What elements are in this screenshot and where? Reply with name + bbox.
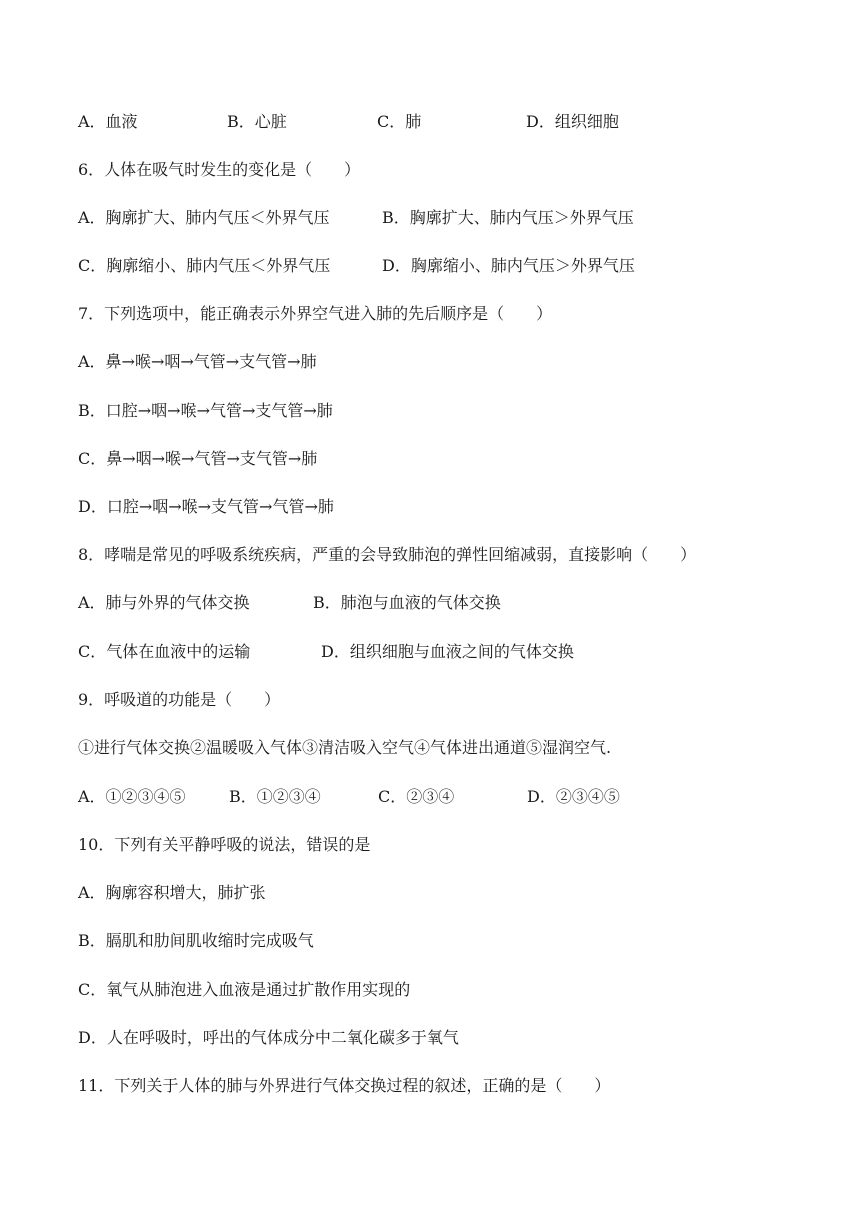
q10-option-d: D．人在呼吸时，呼出的气体成分中二氧化碳多于氧气 bbox=[78, 1028, 459, 1047]
q7-option-a: A．鼻→喉→咽→气管→支气管→肺 bbox=[78, 352, 317, 371]
q10-option-a: A．胸廓容积增大，肺扩张 bbox=[78, 883, 266, 902]
q9-option-b: B．①②③④ bbox=[229, 787, 321, 806]
q5-option-b: B．心脏 bbox=[227, 112, 287, 131]
q5-option-c: C．肺 bbox=[377, 112, 422, 131]
q7-option-b: B．口腔→咽→喉→气管→支气管→肺 bbox=[78, 401, 333, 420]
q9-option-a: A．①②③④⑤ bbox=[78, 787, 186, 806]
q9-statement: ①进行气体交换②温暖吸入气体③清洁吸入空气④气体进出通道⑤湿润空气. bbox=[78, 738, 612, 757]
q9-option-d: D．②③④⑤ bbox=[527, 787, 620, 806]
q10-option-c: C．氧气从肺泡进入血液是通过扩散作用实现的 bbox=[78, 980, 411, 999]
q7-option-d: D．口腔→咽→喉→支气管→气管→肺 bbox=[78, 497, 334, 516]
q7-stem: 7．下列选项中，能正确表示外界空气进入肺的先后顺序是（ ） bbox=[78, 304, 553, 323]
q5-option-d: D．组织细胞 bbox=[526, 112, 619, 131]
q7-option-c: C．鼻→咽→喉→气管→支气管→肺 bbox=[78, 449, 318, 468]
q6-option-d: D．胸廓缩小、肺内气压＞外界气压 bbox=[382, 256, 635, 275]
q9-option-c: C．②③④ bbox=[378, 787, 455, 806]
q8-option-c: C．气体在血液中的运输 bbox=[78, 642, 251, 661]
q5-option-a: A．血液 bbox=[78, 112, 138, 131]
q8-option-a: A．肺与外界的气体交换 bbox=[78, 593, 250, 612]
q9-stem: 9．呼吸道的功能是（ ） bbox=[78, 690, 281, 709]
q6-option-a: A．胸廓扩大、肺内气压＜外界气压 bbox=[78, 208, 330, 227]
q8-stem: 8．哮喘是常见的呼吸系统疾病，严重的会导致肺泡的弹性回缩减弱，直接影响（ ） bbox=[78, 545, 697, 564]
q8-option-b: B．肺泡与血液的气体交换 bbox=[313, 593, 501, 612]
q11-stem: 11．下列关于人体的肺与外界进行气体交换过程的叙述，正确的是（ ） bbox=[78, 1076, 611, 1095]
q6-option-b: B．胸廓扩大、肺内气压＞外界气压 bbox=[382, 208, 634, 227]
q10-stem: 10．下列有关平静呼吸的说法，错误的是 bbox=[78, 835, 371, 854]
q8-option-d: D．组织细胞与血液之间的气体交换 bbox=[321, 642, 574, 661]
q6-option-c: C．胸廓缩小、肺内气压＜外界气压 bbox=[78, 256, 331, 275]
q10-option-b: B．膈肌和肋间肌收缩时完成吸气 bbox=[78, 931, 314, 950]
q6-stem: 6．人体在吸气时发生的变化是（ ） bbox=[78, 160, 361, 179]
